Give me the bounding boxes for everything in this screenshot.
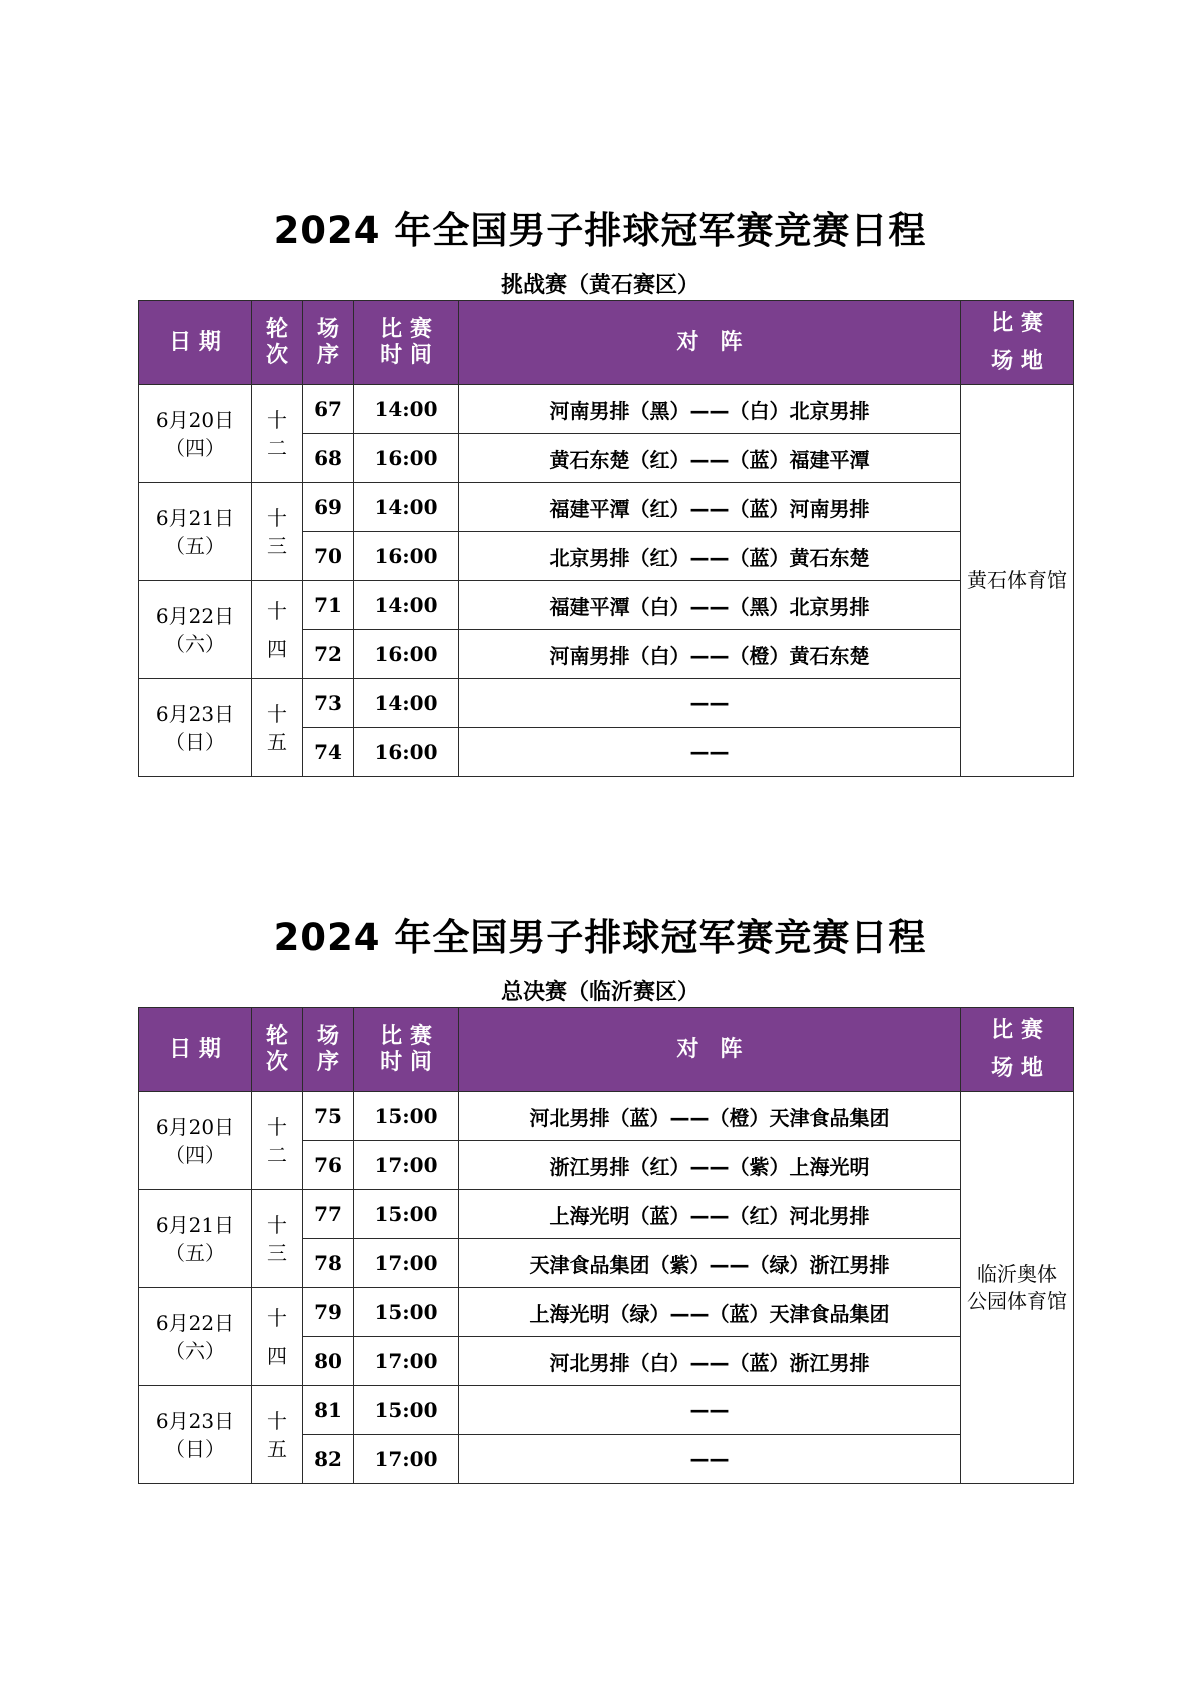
- game-number: 81: [303, 1386, 354, 1435]
- round-cell: 十 三: [252, 1190, 303, 1288]
- game-time: 17:00: [354, 1141, 459, 1190]
- game-number: 75: [303, 1092, 354, 1141]
- venue-cell: 黄石体育馆: [961, 385, 1074, 777]
- schedule-table: [138, 1007, 1074, 1484]
- date-cell: 6月21日 （五）: [139, 1190, 252, 1288]
- round-cell: 十 四: [252, 1288, 303, 1386]
- date-cell: 6月22日 （六）: [139, 581, 252, 679]
- game-number: 69: [303, 483, 354, 532]
- matchup: 河北男排（蓝）——（橙）天津食品集团: [459, 1092, 961, 1141]
- matchup: 天津食品集团（紫）——（绿）浙江男排: [459, 1239, 961, 1288]
- game-number: 77: [303, 1190, 354, 1239]
- round-cell: 十 三: [252, 483, 303, 581]
- table-row: [139, 385, 1074, 434]
- round-cell: 十 二: [252, 385, 303, 483]
- schedule-subtitle: 总决赛（临沂赛区）: [500, 980, 699, 1005]
- date-cell: 6月23日 （日）: [139, 679, 252, 777]
- matchup: 河北男排（白）——（蓝）浙江男排: [459, 1337, 961, 1386]
- header-match: 对 阵: [459, 1008, 961, 1092]
- matchup: ——: [459, 679, 961, 728]
- game-time: 14:00: [354, 581, 459, 630]
- matchup: 北京男排（红）——（蓝）黄石东楚: [459, 532, 961, 581]
- game-number: 74: [303, 728, 354, 777]
- table-row: [139, 679, 1074, 728]
- date-cell: 6月23日 （日）: [139, 1386, 252, 1484]
- game-number: 72: [303, 630, 354, 679]
- game-time: 16:00: [354, 532, 459, 581]
- game-number: 67: [303, 385, 354, 434]
- header-round: 轮 次: [252, 1008, 303, 1092]
- header-seq: 场 序: [303, 1008, 354, 1092]
- venue-cell: 临沂奥体 公园体育馆: [961, 1092, 1074, 1484]
- header-seq: 场 序: [303, 301, 354, 385]
- date-cell: 6月20日 （四）: [139, 385, 252, 483]
- matchup: 上海光明（绿）——（蓝）天津食品集团: [459, 1288, 961, 1337]
- matchup: 浙江男排（红）——（紫）上海光明: [459, 1141, 961, 1190]
- table-row: [139, 581, 1074, 630]
- schedule-title: 2024 年全国男子排球冠军赛竞赛日程: [273, 209, 927, 252]
- matchup: 上海光明（蓝）——（红）河北男排: [459, 1190, 961, 1239]
- game-time: 15:00: [354, 1288, 459, 1337]
- game-time: 15:00: [354, 1092, 459, 1141]
- table-row: [139, 1386, 1074, 1435]
- header-time: 比 赛 时 间: [354, 301, 459, 385]
- matchup: 黄石东楚（红）——（蓝）福建平潭: [459, 434, 961, 483]
- matchup: 河南男排（黑）——（白）北京男排: [459, 385, 961, 434]
- game-time: 16:00: [354, 434, 459, 483]
- game-number: 76: [303, 1141, 354, 1190]
- header-match: 对 阵: [459, 301, 961, 385]
- schedule-table: [138, 300, 1074, 777]
- round-cell: 十 五: [252, 679, 303, 777]
- schedule-subtitle: 挑战赛（黄石赛区）: [500, 273, 699, 298]
- game-number: 70: [303, 532, 354, 581]
- game-time: 14:00: [354, 679, 459, 728]
- game-time: 17:00: [354, 1435, 459, 1484]
- header-date: 日 期: [139, 301, 252, 385]
- matchup: ——: [459, 1386, 961, 1435]
- game-time: 14:00: [354, 483, 459, 532]
- header-date: 日 期: [139, 1008, 252, 1092]
- game-number: 80: [303, 1337, 354, 1386]
- game-time: 17:00: [354, 1337, 459, 1386]
- game-number: 79: [303, 1288, 354, 1337]
- game-time: 15:00: [354, 1386, 459, 1435]
- header-row: [139, 301, 1074, 385]
- date-cell: 6月21日 （五）: [139, 483, 252, 581]
- header-venue: 比 赛 场 地: [961, 1008, 1074, 1092]
- table-row: [139, 1092, 1074, 1141]
- matchup: ——: [459, 728, 961, 777]
- game-time: 17:00: [354, 1239, 459, 1288]
- table-row: [139, 483, 1074, 532]
- game-time: 14:00: [354, 385, 459, 434]
- game-number: 78: [303, 1239, 354, 1288]
- game-time: 16:00: [354, 630, 459, 679]
- matchup: 福建平潭（白）——（黑）北京男排: [459, 581, 961, 630]
- header-venue: 比 赛 场 地: [961, 301, 1074, 385]
- round-cell: 十 五: [252, 1386, 303, 1484]
- header-round: 轮 次: [252, 301, 303, 385]
- game-time: 16:00: [354, 728, 459, 777]
- matchup: ——: [459, 1435, 961, 1484]
- header-time: 比 赛 时 间: [354, 1008, 459, 1092]
- table-row: [139, 1190, 1074, 1239]
- game-time: 15:00: [354, 1190, 459, 1239]
- game-number: 68: [303, 434, 354, 483]
- table-row: [139, 1288, 1074, 1337]
- matchup: 河南男排（白）——（橙）黄石东楚: [459, 630, 961, 679]
- schedule-title: 2024 年全国男子排球冠军赛竞赛日程: [273, 916, 927, 959]
- game-number: 82: [303, 1435, 354, 1484]
- game-number: 73: [303, 679, 354, 728]
- header-row: [139, 1008, 1074, 1092]
- round-cell: 十 二: [252, 1092, 303, 1190]
- matchup: 福建平潭（红）——（蓝）河南男排: [459, 483, 961, 532]
- date-cell: 6月20日 （四）: [139, 1092, 252, 1190]
- game-number: 71: [303, 581, 354, 630]
- round-cell: 十 四: [252, 581, 303, 679]
- date-cell: 6月22日 （六）: [139, 1288, 252, 1386]
